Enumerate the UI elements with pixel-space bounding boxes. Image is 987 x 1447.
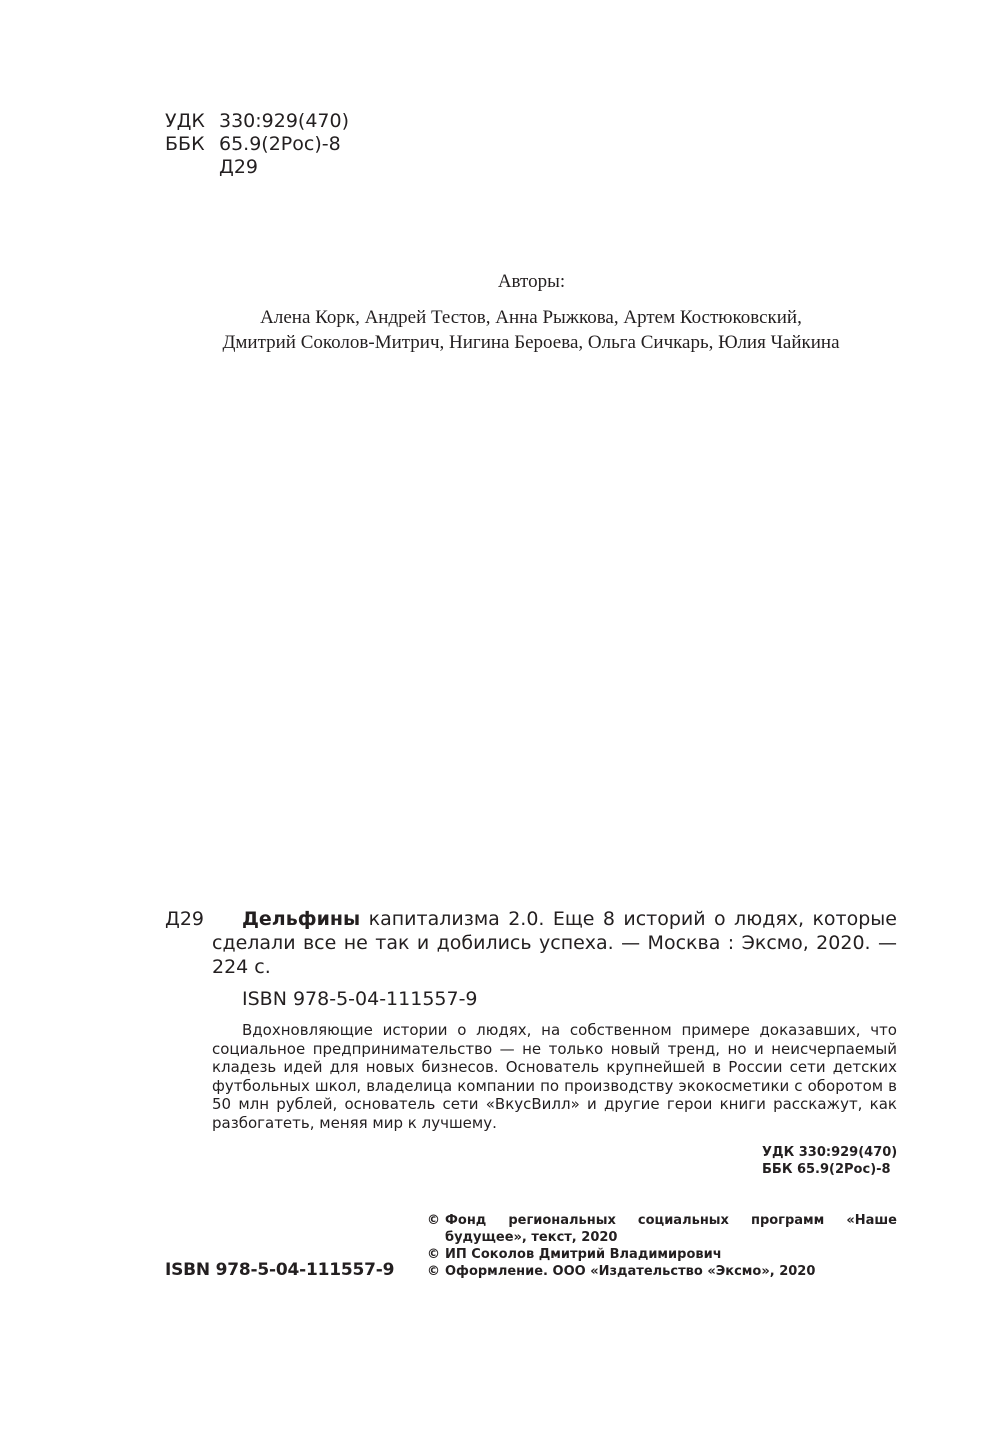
- annotation: Вдохновляющие истории о людях, на собственном примере доказавших, что социальное предпринимательство — не только новый тренд, но и неисчерпаемый кладезь идей для новых бизнесов. Основатель крупнейшей в России сети детских футбольных школ, владелица компании по производству экокосметики с оборотом в 50 млн рублей, основатель сети «ВкусВилл» и другие герои книги расскажут, как разбогатеть, меняя мир к лучшему.: [212, 1021, 897, 1132]
- bbk-value: 65.9(2Рос)-8: [219, 133, 341, 155]
- udk-value: 330:929(470): [219, 110, 350, 132]
- codes-right: [762, 1144, 897, 1178]
- record-mark: Д29: [165, 908, 205, 930]
- bbk-row: [165, 133, 349, 156]
- classification-block: [165, 110, 349, 179]
- copyright-item: [427, 1246, 897, 1263]
- copyright-symbol: ©: [427, 1213, 440, 1228]
- copyright-symbol: ©: [427, 1247, 440, 1262]
- authors-label: Авторы:: [497, 271, 566, 292]
- bbk-label: ББК: [165, 133, 205, 155]
- codes-udk: УДК 330:929(470): [762, 1145, 898, 1160]
- udk-label: УДК: [165, 110, 205, 132]
- copyright-item: [427, 1263, 897, 1280]
- udk-row: [165, 110, 349, 133]
- author-mark-row: [165, 156, 349, 179]
- codes-bbk: ББК 65.9(2Рос)-8: [762, 1162, 891, 1177]
- authors-line-2: Дмитрий Соколов-Митрич, Нигина Бероева, Ольга Сичкарь, Юлия Чайкина: [222, 332, 840, 353]
- copyright-text: Оформление. ООО «Издательство «Эксмо», 2020: [445, 1264, 816, 1279]
- copyright-text: Фонд региональных социальных программ «Наше будущее», текст, 2020: [445, 1213, 897, 1245]
- isbn-bold: ISBN 978-5-04-111557-9: [165, 1260, 395, 1280]
- authors-line-1: Алена Корк, Андрей Тестов, Анна Рыжкова, Артем Костюковский,: [260, 307, 802, 328]
- author-mark: Д29: [219, 156, 259, 178]
- record-isbn: ISBN 978-5-04-111557-9: [242, 988, 478, 1010]
- copyright-symbol: ©: [427, 1264, 440, 1279]
- record-description: [212, 907, 897, 979]
- record-title-bold: Дельфины: [242, 908, 361, 930]
- copyright-item: [427, 1212, 897, 1246]
- record-rest: капитализма 2.0. Еще 8 историй о людях, которые сделали все не так и добились успеха. — Москва : Эксмо, 2020. — 224 с.: [212, 908, 897, 978]
- copyright-block: [427, 1212, 897, 1280]
- copyright-text: ИП Соколов Дмитрий Владимирович: [445, 1247, 722, 1262]
- authors-list: [150, 305, 912, 355]
